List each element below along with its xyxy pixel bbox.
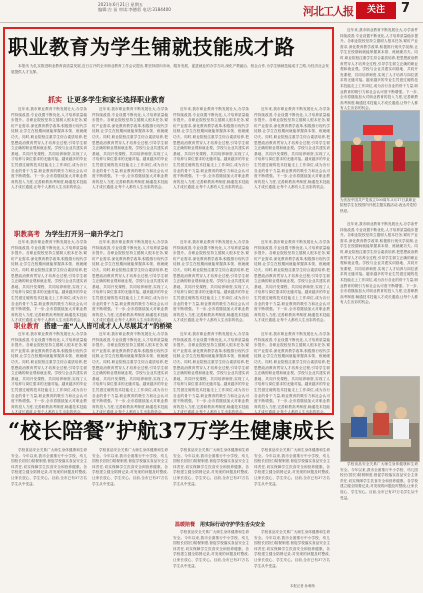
story1-column-11 bbox=[173, 332, 249, 415]
story1-body-5: 近年来,我市职业教育不断发展壮大,办学条件持续改善,专业设置不断优化,人才培养质量稳步提升。各职业院校坚持立德树人根本任务,紧盯产业需求,深化教育教学改革,积极推行现代学徒制,让学生在校期间就能掌握真本领、练就硬功夫。同时,职业院校注重学生综合素质培养,把思想政治教育贯穿人才培养全过程,引导学生树立正确的职业观和就业观。学校与企业共建实训基地、共同开发课程、共同培养师资,实现了人才培养与岗位需求的无缝对接。越来越多的毕业生凭借过硬的技术技能走上工作岗位,成为各行各业的骨干力量,职业教育的吸引力和社会认可度不断增强。下一步,全市将继续加大对职业教育的投入力度,完善职教高考制度,畅通技术技能人才成长通道,让每个人都有人生出彩的机会。 bbox=[11, 240, 87, 323]
masthead-meta bbox=[98, 2, 298, 12]
story2-body-3: 学校食品安全关系广大师生身体健康和生命安全。今年以来,我市全面推行中小学校、幼儿园校长(园长)陪餐制度,督促学校落实食品安全主体责任,切实保障学生饮食安全和营养健康。各学校建立健全陪餐记录,对发现的问题及时整改,让家长放心、学生安心。目前,全市已有37万名学生从中受益。 bbox=[173, 448, 249, 486]
story1-lead-text: 本报讯 为扎实推进职业教育高质量发展,近日召开的全市职业教育工作会议提出,要坚持面向市场、服务发展、促进就业的办学方向,深化产教融合、校企合作,为学生铺就技能成才之路,为经济社会发展提供人才支撑。 bbox=[11, 64, 329, 74]
story2-subhead bbox=[175, 521, 265, 528]
subhead-3-tag: 职业教育 bbox=[14, 323, 40, 330]
story1-column-9 bbox=[11, 332, 87, 415]
story2-column-4 bbox=[254, 448, 330, 518]
story1-body-3: 近年来,我市职业教育不断发展壮大,办学条件持续改善,专业设置不断优化,人才培养质量稳步提升。各职业院校坚持立德树人根本任务,紧盯产业需求,深化教育教学改革,积极推行现代学徒制,让学生在校期间就能掌握真本领、练就硬功夫。同时,职业院校注重学生综合素质培养,把思想政治教育贯穿人才培养全过程,引导学生树立正确的职业观和就业观。学校与企业共建实训基地、共同开发课程、共同培养师资,实现了人才培养与岗位需求的无缝对接。越来越多的毕业生凭借过硬的技术技能走上工作岗位,成为各行各业的骨干力量,职业教育的吸引力和社会认可度不断增强。下一步,全市将继续加大对职业教育的投入力度,完善职教高考制度,畅通技术技能人才成长通道,让每个人都有人生出彩的机会。 bbox=[173, 107, 249, 190]
story1-column-2 bbox=[92, 107, 168, 225]
right-column-text-1 bbox=[340, 28, 418, 111]
story1-body-12: 近年来,我市职业教育不断发展壮大,办学条件持续改善,专业设置不断优化,人才培养质量稳步提升。各职业院校坚持立德树人根本任务,紧盯产业需求,深化教育教学改革,积极推行现代学徒制,让学生在校期间就能掌握真本领、练就硬功夫。同时,职业院校注重学生综合素质培养,把思想政治教育贯穿人才培养全过程,引导学生树立正确的职业观和就业观。学校与企业共建实训基地、共同开发课程、共同培养师资,实现了人才培养与岗位需求的无缝对接。越来越多的毕业生凭借过硬的技术技能走上工作岗位,成为各行各业的骨干力量,职业教育的吸引力和社会认可度不断增强。下一步,全市将继续加大对职业教育的投入力度,完善职教高考制度,畅通技术技能人才成长通道,让每个人都有人生出彩的机会。 bbox=[254, 332, 330, 415]
story2-subhead-tag: 温暖陪餐 bbox=[175, 522, 196, 528]
story1-body-7: 近年来,我市职业教育不断发展壮大,办学条件持续改善,专业设置不断优化,人才培养质量稳步提升。各职业院校坚持立德树人根本任务,紧盯产业需求,深化教育教学改革,积极推行现代学徒制,让学生在校期间就能掌握真本领、练就硬功夫。同时,职业院校注重学生综合素质培养,把思想政治教育贯穿人才培养全过程,引导学生树立正确的职业观和就业观。学校与企业共建实训基地、共同开发课程、共同培养师资,实现了人才培养与岗位需求的无缝对接。越来越多的毕业生凭借过硬的技术技能走上工作岗位,成为各行各业的骨干力量,职业教育的吸引力和社会认可度不断增强。下一步,全市将继续加大对职业教育的投入力度,完善职教高考制度,畅通技术技能人才成长通道,让每个人都有人生出彩的机会。 bbox=[173, 240, 249, 323]
subhead-1-tag: 抓实 bbox=[48, 96, 62, 104]
story2-column-2 bbox=[92, 448, 168, 588]
cafeteria-photo-image bbox=[341, 377, 419, 461]
story2-byline: 本报记者 孙萌萌 bbox=[290, 584, 315, 588]
story1-body-9: 近年来,我市职业教育不断发展壮大,办学条件持续改善,专业设置不断优化,人才培养质量稳步提升。各职业院校坚持立德树人根本任务,紧盯产业需求,深化教育教学改革,积极推行现代学徒制,让学生在校期间就能掌握真本领、练就硬功夫。同时,职业院校注重学生综合素质培养,把思想政治教育贯穿人才培养全过程,引导学生树立正确的职业观和就业观。学校与企业共建实训基地、共同开发课程、共同培养师资,实现了人才培养与岗位需求的无缝对接。越来越多的毕业生凭借过硬的技术技能走上工作岗位,成为各行各业的骨干力量,职业教育的吸引力和社会认可度不断增强。下一步,全市将继续加大对职业教育的投入力度,完善职教高考制度,畅通技术技能人才成长通道,让每个人都有人生出彩的机会。 bbox=[11, 332, 87, 415]
right-body-3: 学校食品安全关系广大师生身体健康和生命安全。今年以来,我市全面推行中小学校、幼儿园校长(园长)陪餐制度,督促学校落实食品安全主体责任,切实保障学生饮食安全和营养健康。各学校建立健全陪餐记录,对发现的问题及时整改,让家长放心、学生安心。目前,全市已有37万名学生从中受益。 bbox=[340, 462, 418, 500]
photo-caption: 为庆祝中国共产党成立100周年,5月17日某职业院校学生在校园内开展主题实践活动,表达对党的热爱。 bbox=[340, 198, 417, 213]
story1-column-4 bbox=[254, 107, 330, 225]
right-body-2: 近年来,我市职业教育不断发展壮大,办学条件持续改善,专业设置不断优化,人才培养质量稳步提升。各职业院校坚持立德树人根本任务,紧盯产业需求,深化教育教学改革,积极推行现代学徒制,让学生在校期间就能掌握真本领、练就硬功夫。同时,职业院校注重学生综合素质培养,把思想政治教育贯穿人才培养全过程,引导学生树立正确的职业观和就业观。学校与企业共建实训基地、共同开发课程、共同培养师资,实现了人才培养与岗位需求的无缝对接。越来越多的毕业生凭借过硬的技术技能走上工作岗位,成为各行各业的骨干力量,职业教育的吸引力和社会认可度不断增强。下一步,全市将继续加大对职业教育的投入力度,完善职教高考制度,畅通技术技能人才成长通道,让每个人都有人生出彩的机会。 bbox=[340, 222, 418, 305]
story2-body-4: 学校食品安全关系广大师生身体健康和生命安全。今年以来,我市全面推行中小学校、幼儿园校长(园长)陪餐制度,督促学校落实食品安全主体责任,切实保障学生饮食安全和营养健康。各学校建立健全陪餐记录,对发现的问题及时整改,让家长放心、学生安心。目前,全市已有37万名学生从中受益。 bbox=[254, 448, 330, 486]
story1-column-1 bbox=[11, 107, 87, 225]
subhead-2-title: 为学生打开另一扇升学之门 bbox=[45, 230, 123, 238]
story2-column-3 bbox=[173, 448, 249, 518]
story1-body-8: 近年来,我市职业教育不断发展壮大,办学条件持续改善,专业设置不断优化,人才培养质量稳步提升。各职业院校坚持立德树人根本任务,紧盯产业需求,深化教育教学改革,积极推行现代学徒制,让学生在校期间就能掌握真本领、练就硬功夫。同时,职业院校注重学生综合素质培养,把思想政治教育贯穿人才培养全过程,引导学生树立正确的职业观和就业观。学校与企业共建实训基地、共同开发课程、共同培养师资,实现了人才培养与岗位需求的无缝对接。越来越多的毕业生凭借过硬的技术技能走上工作岗位,成为各行各业的骨干力量,职业教育的吸引力和社会认可度不断增强。下一步,全市将继续加大对职业教育的投入力度,完善职教高考制度,畅通技术技能人才成长通道,让每个人都有人生出彩的机会。 bbox=[254, 240, 330, 323]
story1-column-3 bbox=[173, 107, 249, 225]
page-number: 7 bbox=[401, 1, 411, 16]
story1-body-11: 近年来,我市职业教育不断发展壮大,办学条件持续改善,专业设置不断优化,人才培养质量稳步提升。各职业院校坚持立德树人根本任务,紧盯产业需求,深化教育教学改革,积极推行现代学徒制,让学生在校期间就能掌握真本领、练就硬功夫。同时,职业院校注重学生综合素质培养,把思想政治教育贯穿人才培养全过程,引导学生树立正确的职业观和就业观。学校与企业共建实训基地、共同开发课程、共同培养师资,实现了人才培养与岗位需求的无缝对接。越来越多的毕业生凭借过硬的技术技能走上工作岗位,成为各行各业的骨干力量,职业教育的吸引力和社会认可度不断增强。下一步,全市将继续加大对职业教育的投入力度,完善职教高考制度,畅通技术技能人才成长通道,让每个人都有人生出彩的机会。 bbox=[173, 332, 249, 415]
subhead-2-tag: 职教高考 bbox=[14, 230, 40, 238]
story1-column-10 bbox=[92, 332, 168, 415]
story1-body-2: 近年来,我市职业教育不断发展壮大,办学条件持续改善,专业设置不断优化,人才培养质量稳步提升。各职业院校坚持立德树人根本任务,紧盯产业需求,深化教育教学改革,积极推行现代学徒制,让学生在校期间就能掌握真本领、练就硬功夫。同时,职业院校注重学生综合素质培养,把思想政治教育贯穿人才培养全过程,引导学生树立正确的职业观和就业观。学校与企业共建实训基地、共同开发课程、共同培养师资,实现了人才培养与岗位需求的无缝对接。越来越多的毕业生凭借过硬的技术技能走上工作岗位,成为各行各业的骨干力量,职业教育的吸引力和社会认可度不断增强。下一步,全市将继续加大对职业教育的投入力度,完善职教高考制度,畅通技术技能人才成长通道,让每个人都有人生出彩的机会。 bbox=[92, 107, 168, 190]
story2-body-5: 学校食品安全关系广大师生身体健康和生命安全。今年以来,我市全面推行中小学校、幼儿园校长(园长)陪餐制度,督促学校落实食品安全主体责任,切实保障学生饮食安全和营养健康。各学校建立健全陪餐记录,对发现的问题及时整改,让家长放心、学生安心。目前,全市已有37万名学生从中受益。 bbox=[173, 530, 249, 568]
right-column-text-2 bbox=[340, 222, 418, 374]
right-body-1: 近年来,我市职业教育不断发展壮大,办学条件持续改善,专业设置不断优化,人才培养质量稳步提升。各职业院校坚持立德树人根本任务,紧盯产业需求,深化教育教学改革,积极推行现代学徒制,让学生在校期间就能掌握真本领、练就硬功夫。同时,职业院校注重学生综合素质培养,把思想政治教育贯穿人才培养全过程,引导学生树立正确的职业观和就业观。学校与企业共建实训基地、共同开发课程、共同培养师资,实现了人才培养与岗位需求的无缝对接。越来越多的毕业生凭借过硬的技术技能走上工作岗位,成为各行各业的骨干力量,职业教育的吸引力和社会认可度不断增强。下一步,全市将继续加大对职业教育的投入力度,完善职教高考制度,畅通技术技能人才成长通道,让每个人都有人生出彩的机会。 bbox=[340, 28, 418, 111]
story1-lead bbox=[11, 64, 329, 88]
story1-subhead-2 bbox=[14, 229, 123, 238]
story1-column-7 bbox=[173, 240, 249, 323]
subhead-1-title: 让更多学生和家长选择职业教育 bbox=[67, 96, 165, 104]
newspaper-logo: 河北工人报 bbox=[303, 5, 353, 18]
date-line: 2021年6月21日 星期五 bbox=[98, 2, 144, 7]
story2-headline: “校长陪餐”护航37万学生健康成长 bbox=[8, 418, 335, 443]
story2-column-5 bbox=[173, 530, 249, 588]
right-column-text-3 bbox=[340, 462, 418, 588]
story1-body-10: 近年来,我市职业教育不断发展壮大,办学条件持续改善,专业设置不断优化,人才培养质量稳步提升。各职业院校坚持立德树人根本任务,紧盯产业需求,深化教育教学改革,积极推行现代学徒制,让学生在校期间就能掌握真本领、练就硬功夫。同时,职业院校注重学生综合素质培养,把思想政治教育贯穿人才培养全过程,引导学生树立正确的职业观和就业观。学校与企业共建实训基地、共同开发课程、共同培养师资,实现了人才培养与岗位需求的无缝对接。越来越多的毕业生凭借过硬的技术技能走上工作岗位,成为各行各业的骨干力量,职业教育的吸引力和社会认可度不断增强。下一步,全市将继续加大对职业教育的投入力度,完善职教高考制度,畅通技术技能人才成长通道,让每个人都有人生出彩的机会。 bbox=[92, 332, 168, 415]
masthead bbox=[0, 0, 423, 23]
story2-body-6: 学校食品安全关系广大师生身体健康和生命安全。今年以来,我市全面推行中小学校、幼儿园校长(园长)陪餐制度,督促学校落实食品安全主体责任,切实保障学生饮食安全和营养健康。各学校建立健全陪餐记录,对发现的问题及时整改,让家长放心、学生安心。目前,全市已有37万名学生从中受益。 bbox=[254, 530, 330, 568]
story1-column-8 bbox=[254, 240, 330, 323]
cafeteria-photo bbox=[340, 376, 420, 462]
students-photo-image bbox=[341, 111, 419, 197]
story1-headline: 职业教育为学生铺就技能成才路 bbox=[8, 35, 295, 59]
story1-body-4: 近年来,我市职业教育不断发展壮大,办学条件持续改善,专业设置不断优化,人才培养质量稳步提升。各职业院校坚持立德树人根本任务,紧盯产业需求,深化教育教学改革,积极推行现代学徒制,让学生在校期间就能掌握真本领、练就硬功夫。同时,职业院校注重学生综合素质培养,把思想政治教育贯穿人才培养全过程,引导学生树立正确的职业观和就业观。学校与企业共建实训基地、共同开发课程、共同培养师资,实现了人才培养与岗位需求的无缝对接。越来越多的毕业生凭借过硬的技术技能走上工作岗位,成为各行各业的骨干力量,职业教育的吸引力和社会认可度不断增强。下一步,全市将继续加大对职业教育的投入力度,完善职教高考制度,畅通技术技能人才成长通道,让每个人都有人生出彩的机会。 bbox=[254, 107, 330, 190]
subhead-3-title: 搭建一座“人人皆可成才人人尽展其才”的桥梁 bbox=[44, 323, 173, 330]
story1-column-6 bbox=[92, 240, 168, 323]
section-label: 关注 bbox=[356, 2, 396, 19]
story2-column-1 bbox=[11, 448, 87, 588]
story1-column-5 bbox=[11, 240, 87, 323]
story2-body-1: 学校食品安全关系广大师生身体健康和生命安全。今年以来,我市全面推行中小学校、幼儿园校长(园长)陪餐制度,督促学校落实食品安全主体责任,切实保障学生饮食安全和营养健康。各学校建立健全陪餐记录,对发现的问题及时整改,让家长放心、学生安心。目前,全市已有37万名学生从中受益。 bbox=[11, 448, 87, 486]
story1-body-1: 近年来,我市职业教育不断发展壮大,办学条件持续改善,专业设置不断优化,人才培养质量稳步提升。各职业院校坚持立德树人根本任务,紧盯产业需求,深化教育教学改革,积极推行现代学徒制,让学生在校期间就能掌握真本领、练就硬功夫。同时,职业院校注重学生综合素质培养,把思想政治教育贯穿人才培养全过程,引导学生树立正确的职业观和就业观。学校与企业共建实训基地、共同开发课程、共同培养师资,实现了人才培养与岗位需求的无缝对接。越来越多的毕业生凭借过硬的技术技能走上工作岗位,成为各行各业的骨干力量,职业教育的吸引力和社会认可度不断增强。下一步,全市将继续加大对职业教育的投入力度,完善职教高考制度,畅通技术技能人才成长通道,让每个人都有人生出彩的机会。 bbox=[11, 107, 87, 190]
story2-subhead-title: 用实际行动守护学生舌尖安全 bbox=[200, 522, 266, 528]
story2-body-2: 学校食品安全关系广大师生身体健康和生命安全。今年以来,我市全面推行中小学校、幼儿园校长(园长)陪餐制度,督促学校落实食品安全主体责任,切实保障学生饮食安全和营养健康。各学校建立健全陪餐记录,对发现的问题及时整改,让家长放心、学生安心。目前,全市已有37万名学生从中受益。 bbox=[92, 448, 168, 486]
students-photo bbox=[340, 110, 420, 198]
story1-subhead-3 bbox=[14, 321, 172, 330]
staff-line: 编辑:吉 苗 审读:李德彩 电话:3184400 bbox=[98, 7, 171, 13]
story1-column-12 bbox=[254, 332, 330, 415]
story2-column-6 bbox=[254, 530, 330, 582]
story1-subhead-1 bbox=[48, 95, 165, 105]
story1-body-6: 近年来,我市职业教育不断发展壮大,办学条件持续改善,专业设置不断优化,人才培养质量稳步提升。各职业院校坚持立德树人根本任务,紧盯产业需求,深化教育教学改革,积极推行现代学徒制,让学生在校期间就能掌握真本领、练就硬功夫。同时,职业院校注重学生综合素质培养,把思想政治教育贯穿人才培养全过程,引导学生树立正确的职业观和就业观。学校与企业共建实训基地、共同开发课程、共同培养师资,实现了人才培养与岗位需求的无缝对接。越来越多的毕业生凭借过硬的技术技能走上工作岗位,成为各行各业的骨干力量,职业教育的吸引力和社会认可度不断增强。下一步,全市将继续加大对职业教育的投入力度,完善职教高考制度,畅通技术技能人才成长通道,让每个人都有人生出彩的机会。 bbox=[92, 240, 168, 323]
